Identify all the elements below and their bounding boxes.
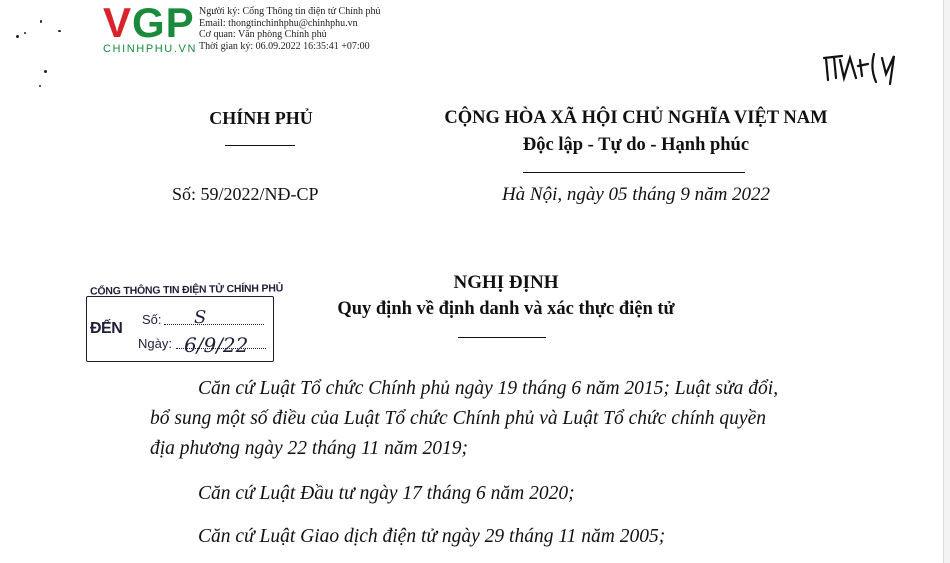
scan-speck xyxy=(16,35,19,38)
stamp-heading: CỔNG THÔNG TIN ĐIỆN TỬ CHÍNH PHỦ xyxy=(89,282,284,298)
vgp-logo xyxy=(103,2,195,44)
scan-speck xyxy=(24,32,26,34)
national-title: CỘNG HÒA XÃ HỘI CHỦ NGHĨA VIỆT NAM xyxy=(444,108,828,128)
preamble-line: Căn cứ Luật Giao dịch điện tử ngày 29 tháng 11 năm 2005; xyxy=(198,526,666,547)
divider xyxy=(458,337,546,338)
issuing-organization: CHÍNH PHỦ xyxy=(209,108,313,128)
national-motto: Độc lập - Tự do - Hạnh phúc xyxy=(522,135,750,155)
document-number: Số: 59/2022/NĐ-CP xyxy=(172,184,319,204)
preamble-line: bổ sung một số điều của Luật Tổ chức Chính phủ và Luật Tổ chức chính quyền xyxy=(150,408,766,429)
logo-subtitle: CHINHPHU.VN xyxy=(103,43,197,55)
handwritten-mark-icon xyxy=(822,48,912,88)
stamp-ngay-label: Ngày: xyxy=(138,336,172,351)
svg-text:6/9/22: 6/9/22 xyxy=(184,333,249,357)
document-type: NGHỊ ĐỊNH xyxy=(453,272,559,293)
stamp-den-label: ĐẾN xyxy=(90,320,123,337)
received-stamp xyxy=(84,276,284,364)
signer-line: Người ký: Cổng Thông tin điện tử Chính phủ xyxy=(199,6,381,17)
preamble-line: Căn cứ Luật Đầu tư ngày 17 tháng 6 năm 2020; xyxy=(198,483,575,504)
document-title: Quy định về định danh và xác thực điện tử xyxy=(337,299,675,319)
preamble-line: địa phương ngày 22 tháng 11 năm 2019; xyxy=(150,438,469,459)
scrollbar[interactable] xyxy=(943,0,950,563)
agency-line: Cơ quan: Văn phòng Chính phủ xyxy=(199,29,327,40)
scan-speck xyxy=(58,30,61,32)
stamp-handwriting xyxy=(84,276,274,364)
divider xyxy=(225,145,295,146)
stamp-so-label: Số: xyxy=(142,312,162,327)
scan-speck xyxy=(39,85,41,87)
svg-text:S: S xyxy=(194,307,207,328)
place-date: Hà Nội, ngày 05 tháng 9 năm 2022 xyxy=(501,184,771,205)
preamble-line: Căn cứ Luật Tổ chức Chính phủ ngày 19 tháng 6 năm 2015; Luật sửa đổi, xyxy=(198,378,779,399)
logo-gp: GP xyxy=(132,0,195,46)
sign-time-line: Thời gian ký: 06.09.2022 16:35:41 +07:00 xyxy=(199,40,370,52)
divider xyxy=(523,172,745,173)
digital-signature xyxy=(199,6,381,52)
logo-v: V xyxy=(103,0,133,46)
scan-speck xyxy=(40,20,42,23)
scan-speck xyxy=(44,70,47,73)
email-line: Email: thongtinchinhphu@chinhphu.vn xyxy=(199,17,358,29)
